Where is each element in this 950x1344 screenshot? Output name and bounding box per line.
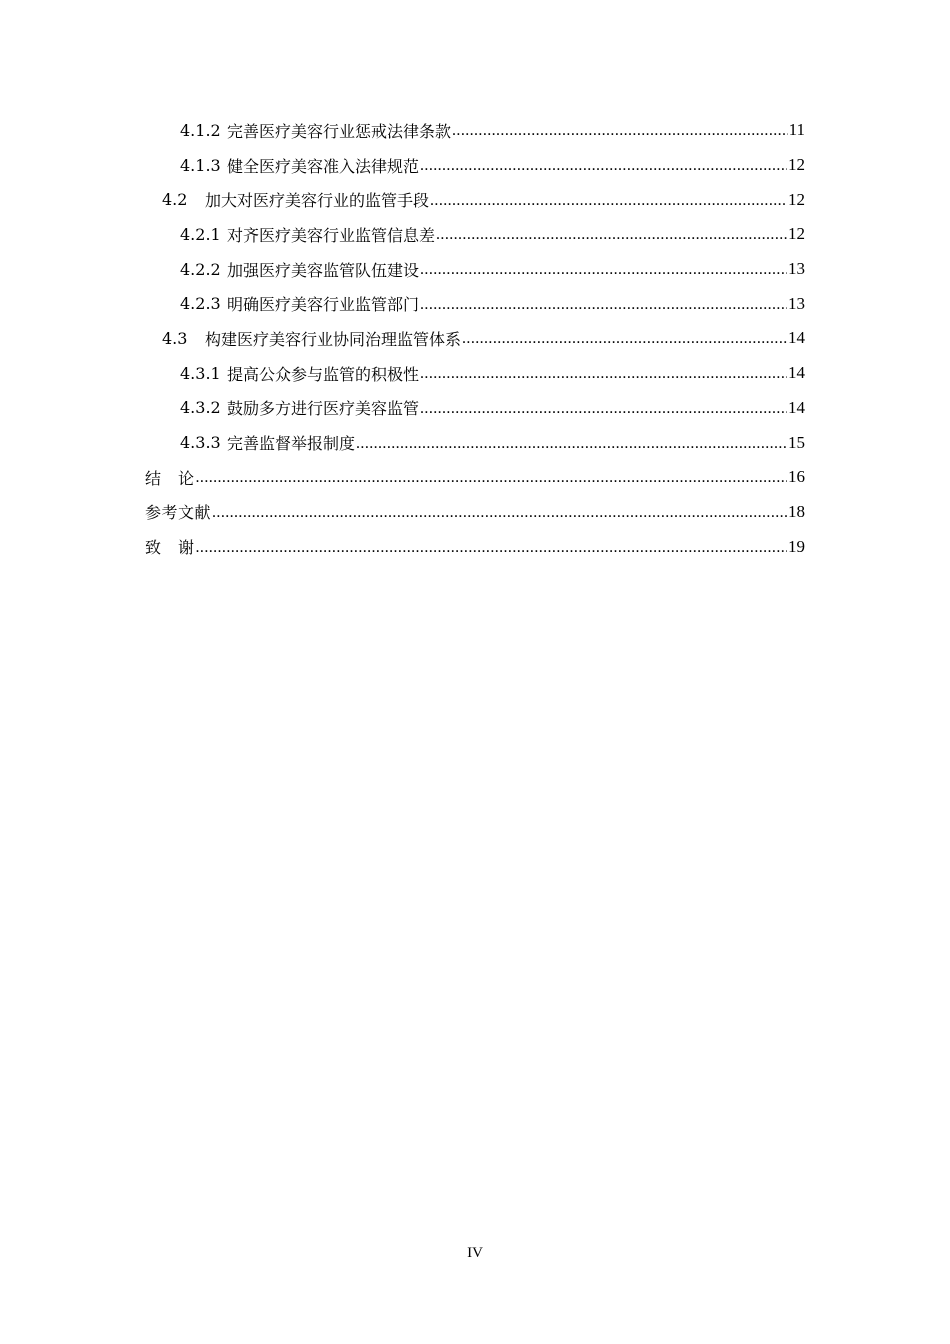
toc-entry-number: 4.1.3 — [180, 155, 221, 175]
toc-dot-leader — [420, 157, 787, 175]
toc-entry-title: 致 谢 — [145, 538, 195, 558]
table-of-contents — [0, 113, 950, 564]
toc-entry-title: 加强医疗美容监管队伍建设 — [227, 260, 420, 280]
toc-entry-number: 4.3 — [162, 328, 188, 348]
toc-entry-page: 19 — [788, 536, 805, 556]
toc-entry-number: 4.2 — [162, 190, 188, 210]
toc-dot-leader — [420, 365, 787, 383]
toc-entry-title: 健全医疗美容准入法律规范 — [227, 156, 420, 176]
toc-dot-leader — [436, 226, 787, 244]
toc-entry-number: 4.3.3 — [180, 433, 221, 453]
toc-entry-page: 14 — [788, 328, 805, 348]
toc-entry-page: 16 — [788, 467, 805, 487]
toc-entry[interactable] — [0, 252, 950, 287]
toc-dot-leader — [212, 504, 787, 522]
toc-entry-page: 12 — [788, 224, 805, 244]
toc-entry-page: 18 — [788, 501, 805, 521]
toc-entry-page: 14 — [788, 363, 805, 383]
toc-entry-number: 4.3.2 — [180, 398, 221, 418]
toc-entry-title: 加大对医疗美容行业的监管手段 — [205, 191, 430, 211]
toc-dot-leader — [462, 330, 787, 348]
toc-entry[interactable] — [0, 217, 950, 252]
page-number: IV — [467, 1245, 483, 1261]
toc-entry-title: 完善医疗美容行业惩戒法律条款 — [227, 121, 452, 141]
toc-entry[interactable] — [0, 286, 950, 321]
toc-entry-page: 12 — [788, 155, 805, 175]
toc-entry[interactable] — [0, 182, 950, 217]
toc-entry-title: 明确医疗美容行业监管部门 — [227, 295, 420, 315]
toc-entry[interactable] — [0, 113, 950, 148]
toc-dot-leader — [430, 192, 787, 210]
toc-entry-number: 4.2.3 — [180, 294, 221, 314]
toc-dot-leader — [452, 122, 788, 140]
toc-entry[interactable] — [0, 529, 950, 564]
toc-entry-number: 4.1.2 — [180, 120, 221, 140]
toc-entry[interactable] — [0, 321, 950, 356]
toc-entry[interactable] — [0, 425, 950, 460]
toc-entry-title: 对齐医疗美容行业监管信息差 — [227, 225, 436, 245]
toc-entry[interactable] — [0, 460, 950, 495]
toc-entry[interactable] — [0, 495, 950, 530]
toc-entry-page: 13 — [788, 259, 805, 279]
toc-entry-title: 结 论 — [145, 468, 195, 488]
toc-entry-title: 提高公众参与监管的积极性 — [227, 364, 420, 384]
toc-dot-leader — [420, 400, 787, 418]
toc-dot-leader — [420, 296, 787, 314]
toc-entry-title: 鼓励多方进行医疗美容监管 — [227, 399, 420, 419]
toc-entry[interactable] — [0, 391, 950, 426]
toc-dot-leader — [196, 469, 787, 487]
toc-entry[interactable] — [0, 356, 950, 391]
toc-entry-title: 完善监督举报制度 — [227, 434, 356, 454]
toc-entry-page: 14 — [788, 397, 805, 417]
toc-entry-page: 12 — [788, 189, 805, 209]
toc-entry-page: 15 — [788, 432, 805, 452]
toc-entry-page: 11 — [788, 120, 805, 140]
toc-entry-title: 构建医疗美容行业协同治理监管体系 — [205, 329, 462, 349]
toc-entry[interactable] — [0, 148, 950, 183]
toc-entry-number: 4.2.2 — [180, 259, 221, 279]
toc-entry-title: 参考文献 — [145, 503, 212, 523]
toc-entry-page: 13 — [788, 293, 805, 313]
toc-dot-leader — [196, 539, 787, 557]
toc-entry-number: 4.3.1 — [180, 363, 221, 383]
toc-dot-leader — [420, 261, 787, 279]
toc-dot-leader — [356, 435, 787, 453]
toc-entry-number: 4.2.1 — [180, 224, 221, 244]
